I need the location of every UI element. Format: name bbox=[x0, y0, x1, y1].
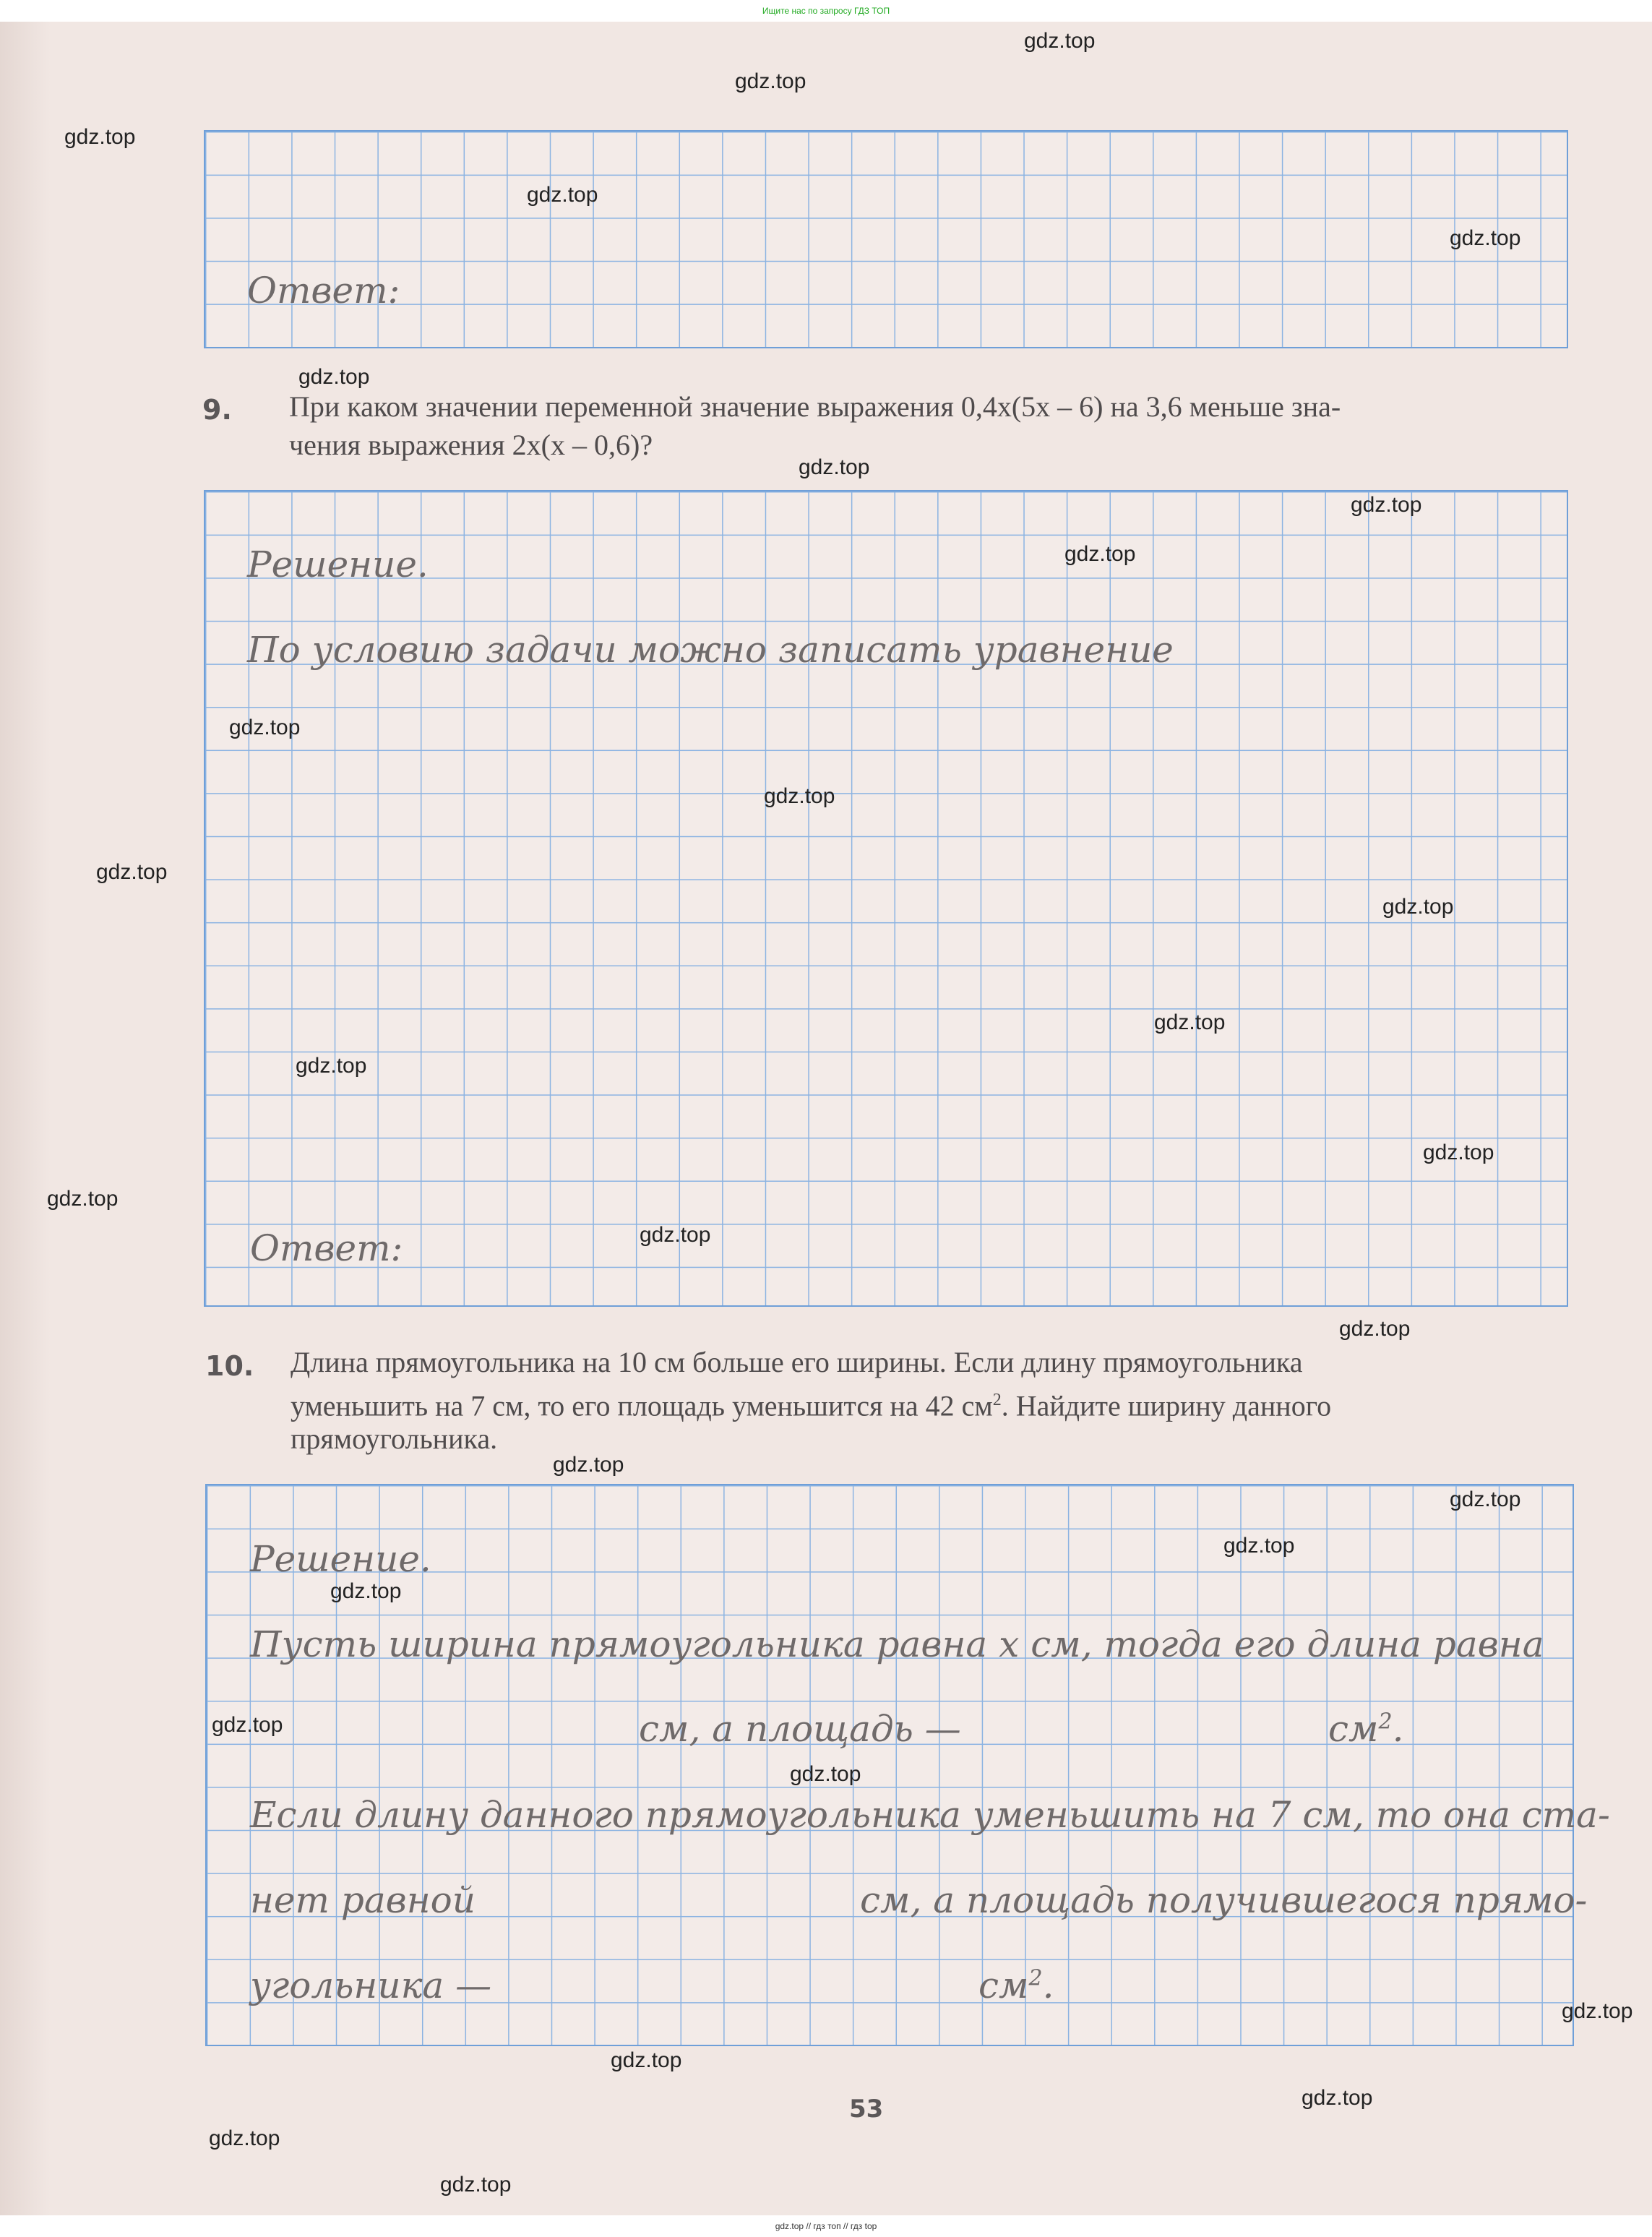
watermark: gdz.top bbox=[527, 183, 598, 207]
task8-answer-label: Ответ: bbox=[247, 270, 400, 312]
watermark: gdz.top bbox=[735, 69, 806, 93]
page-number: 53 bbox=[849, 2095, 884, 2124]
task9-text-line2: чения выражения 2x(x – 0,6)? bbox=[289, 429, 653, 461]
watermark: gdz.top bbox=[1423, 1141, 1494, 1164]
task9-text-line1: При каком значении переменной значение выражения 0,4x(5x – 6) на 3,6 меньше зна- bbox=[289, 390, 1341, 423]
task10-text-line2b: . Найдите ширину данного bbox=[1001, 1389, 1332, 1422]
task10-line2-end: . bbox=[1392, 1708, 1404, 1750]
watermark: gdz.top bbox=[1562, 1999, 1633, 2023]
task10-line3: Если длину данного прямоугольника уменьшить на 7 см, то она ста- bbox=[250, 1794, 1610, 1836]
watermark: gdz.top bbox=[1339, 1317, 1411, 1341]
task10-text-line2a: уменьшить на 7 см, то его площадь уменьшится на 42 см bbox=[291, 1389, 993, 1422]
task10-line2b-unit: см bbox=[1328, 1708, 1379, 1750]
task10-solution-label: Решение. bbox=[250, 1538, 431, 1580]
task10-line2-sup: 2 bbox=[1378, 1709, 1393, 1735]
watermark: gdz.top bbox=[1351, 493, 1422, 517]
task10-line5-end: . bbox=[1042, 1965, 1054, 2006]
task10-text-line2 bbox=[291, 1381, 1331, 1425]
task10-line2a: см, а площадь — bbox=[639, 1708, 961, 1750]
task10-line5-sup: 2 bbox=[1028, 1965, 1043, 1991]
watermark: gdz.top bbox=[209, 2126, 280, 2150]
watermark: gdz.top bbox=[1302, 2086, 1373, 2110]
task9-number: 9. bbox=[202, 394, 232, 426]
watermark: gdz.top bbox=[1064, 542, 1136, 566]
watermark: gdz.top bbox=[1382, 895, 1454, 919]
watermark: gdz.top bbox=[298, 365, 370, 389]
watermark: gdz.top bbox=[96, 860, 168, 884]
watermark: gdz.top bbox=[212, 1713, 283, 1737]
watermark: gdz.top bbox=[296, 1054, 367, 1078]
task10-text-line1: Длина прямоугольника на 10 см больше его ширины. Если длину прямоугольника bbox=[291, 1346, 1303, 1378]
task10-line2b bbox=[1328, 1708, 1403, 1750]
watermark: gdz.top bbox=[1154, 1010, 1226, 1034]
page-gutter bbox=[0, 22, 51, 2215]
task9-line1: По условию задачи можно записать уравнение bbox=[247, 629, 1174, 671]
watermark: gdz.top bbox=[1450, 226, 1521, 250]
watermark: gdz.top bbox=[47, 1187, 119, 1211]
watermark: gdz.top bbox=[1024, 29, 1096, 53]
watermark: gdz.top bbox=[1223, 1534, 1295, 1558]
watermark: gdz.top bbox=[553, 1453, 624, 1477]
task8-grid bbox=[204, 130, 1568, 348]
watermark: gdz.top bbox=[330, 1579, 402, 1603]
watermark: gdz.top bbox=[790, 1762, 861, 1786]
bottom-banner: gdz.top // гдз топ // гдз top bbox=[0, 2215, 1652, 2237]
task10-line5a: угольника — bbox=[250, 1965, 492, 2006]
task10-line5b bbox=[978, 1965, 1054, 2006]
watermark: gdz.top bbox=[64, 125, 136, 149]
watermark: gdz.top bbox=[764, 784, 835, 808]
task9-answer-label: Ответ: bbox=[250, 1227, 403, 1269]
task10-number: 10. bbox=[205, 1350, 254, 1382]
task10-line4b: см, а площадь получившегося прямо- bbox=[860, 1879, 1588, 1921]
watermark: gdz.top bbox=[440, 2173, 512, 2197]
watermark: gdz.top bbox=[799, 455, 870, 479]
task9-solution-label: Решение. bbox=[247, 544, 429, 585]
top-banner: Ищите нас по запросу ГДЗ ТОП bbox=[762, 6, 890, 16]
watermark: gdz.top bbox=[1450, 1487, 1521, 1511]
watermark: gdz.top bbox=[229, 716, 301, 739]
task10-text-sup: 2 bbox=[992, 1391, 1002, 1409]
task10-text-line3: прямоугольника. bbox=[291, 1422, 498, 1455]
task10-line5b-unit: см bbox=[978, 1965, 1029, 2006]
task10-line4a: нет равной bbox=[250, 1879, 476, 1921]
watermark: gdz.top bbox=[640, 1223, 711, 1247]
task9-grid bbox=[204, 490, 1568, 1307]
task10-line1: Пусть ширина прямоугольника равна x см, тогда его длина равна bbox=[250, 1623, 1544, 1665]
watermark: gdz.top bbox=[611, 2048, 682, 2072]
